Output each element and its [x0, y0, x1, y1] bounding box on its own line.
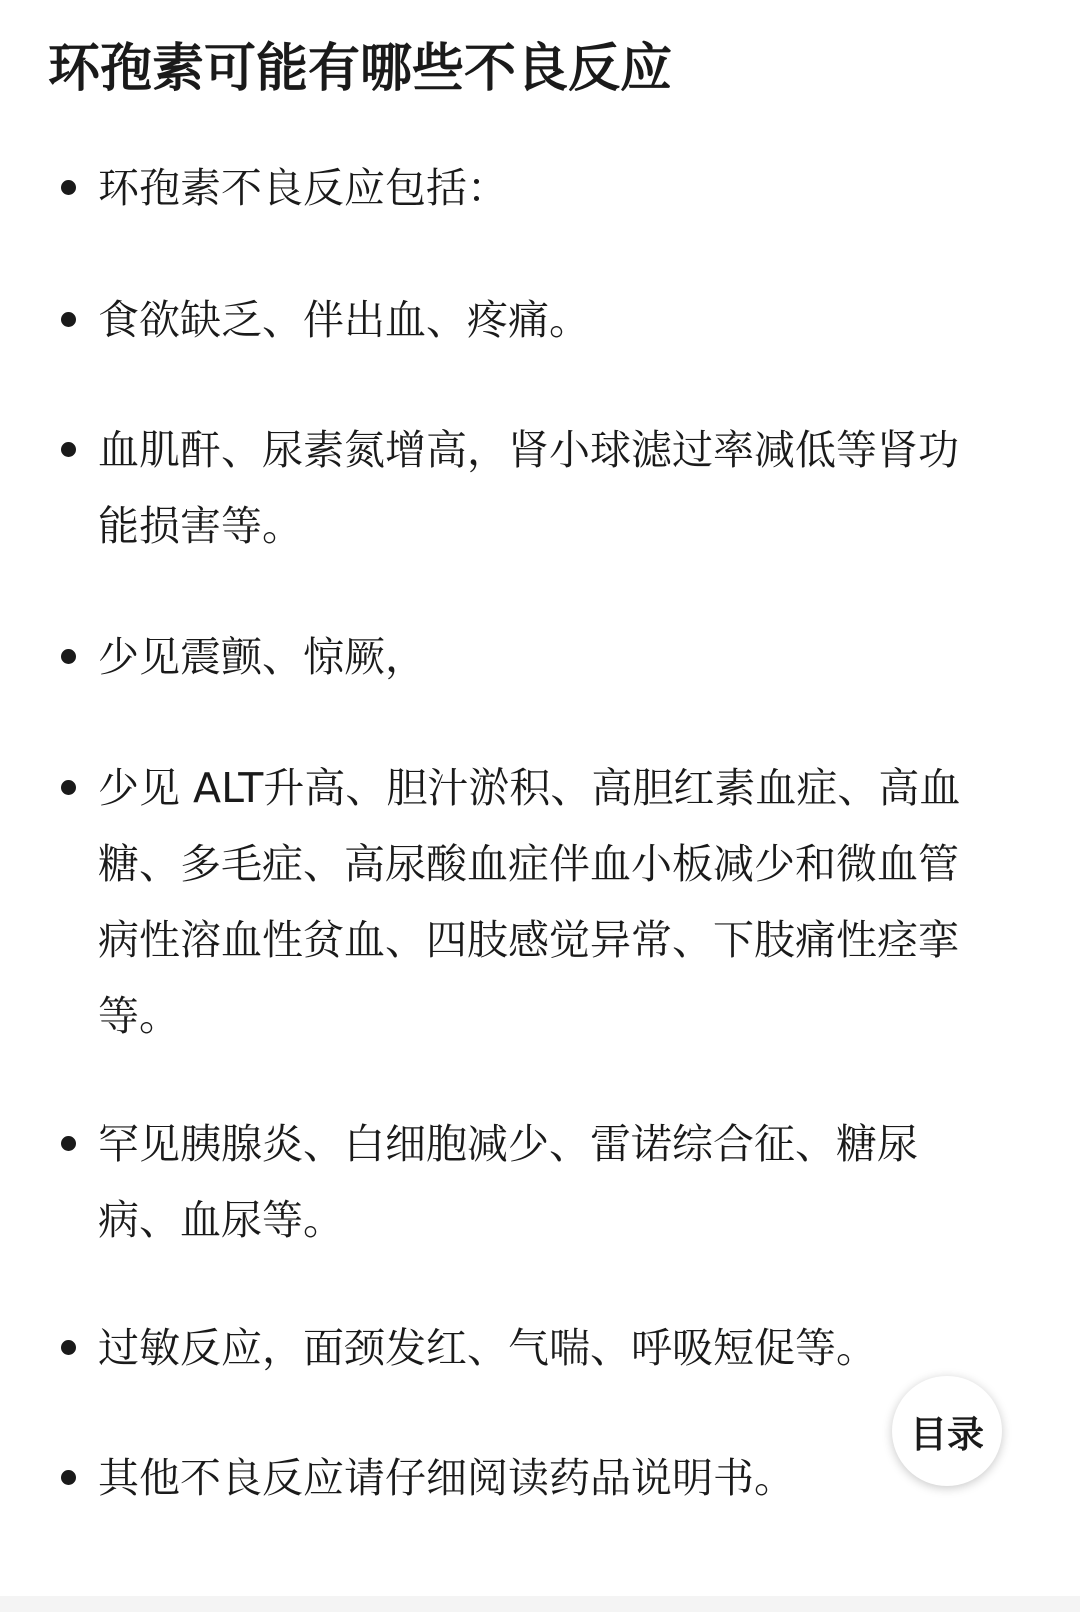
bullet-icon	[61, 780, 76, 795]
list-item: 罕见胰腺炎、白细胞减少、雷诺综合征、糖尿病、血尿等。	[98, 1120, 918, 1244]
table-of-contents-button[interactable]	[892, 1376, 1002, 1486]
bullet-icon	[61, 442, 76, 457]
toc-button-label: 目录	[910, 1413, 984, 1456]
list-item: 血肌酐、尿素氮增高，肾小球滤过率减低等肾功能损害等。	[98, 426, 959, 550]
bullet-icon	[61, 312, 76, 327]
bullet-icon	[61, 1470, 76, 1485]
bullet-icon	[61, 649, 76, 664]
page-title: 环孢素可能有哪些不良反应	[48, 39, 673, 99]
list-item: 过敏反应，面颈发红、气喘、呼吸短促等。	[98, 1324, 877, 1372]
bullet-icon	[61, 180, 76, 195]
list-item: 食欲缺乏、伴出血、疼痛。	[98, 296, 590, 344]
bullet-icon	[61, 1340, 76, 1355]
list-item: 其他不良反应请仔细阅读药品说明书。	[98, 1454, 795, 1502]
bottom-divider	[0, 1596, 1080, 1612]
list-item: 少见 ALT升高、胆汁淤积、高胆红素血症、高血糖、多毛症、高尿酸血症伴血小板减少和微血管病性溶血性贫血、四肢感觉异常、下肢痛性痉挛等。	[98, 764, 961, 1040]
list-item: 少见震颤、惊厥，	[98, 633, 426, 681]
list-item: 环孢素不良反应包括：	[98, 164, 508, 212]
bullet-icon	[61, 1136, 76, 1151]
